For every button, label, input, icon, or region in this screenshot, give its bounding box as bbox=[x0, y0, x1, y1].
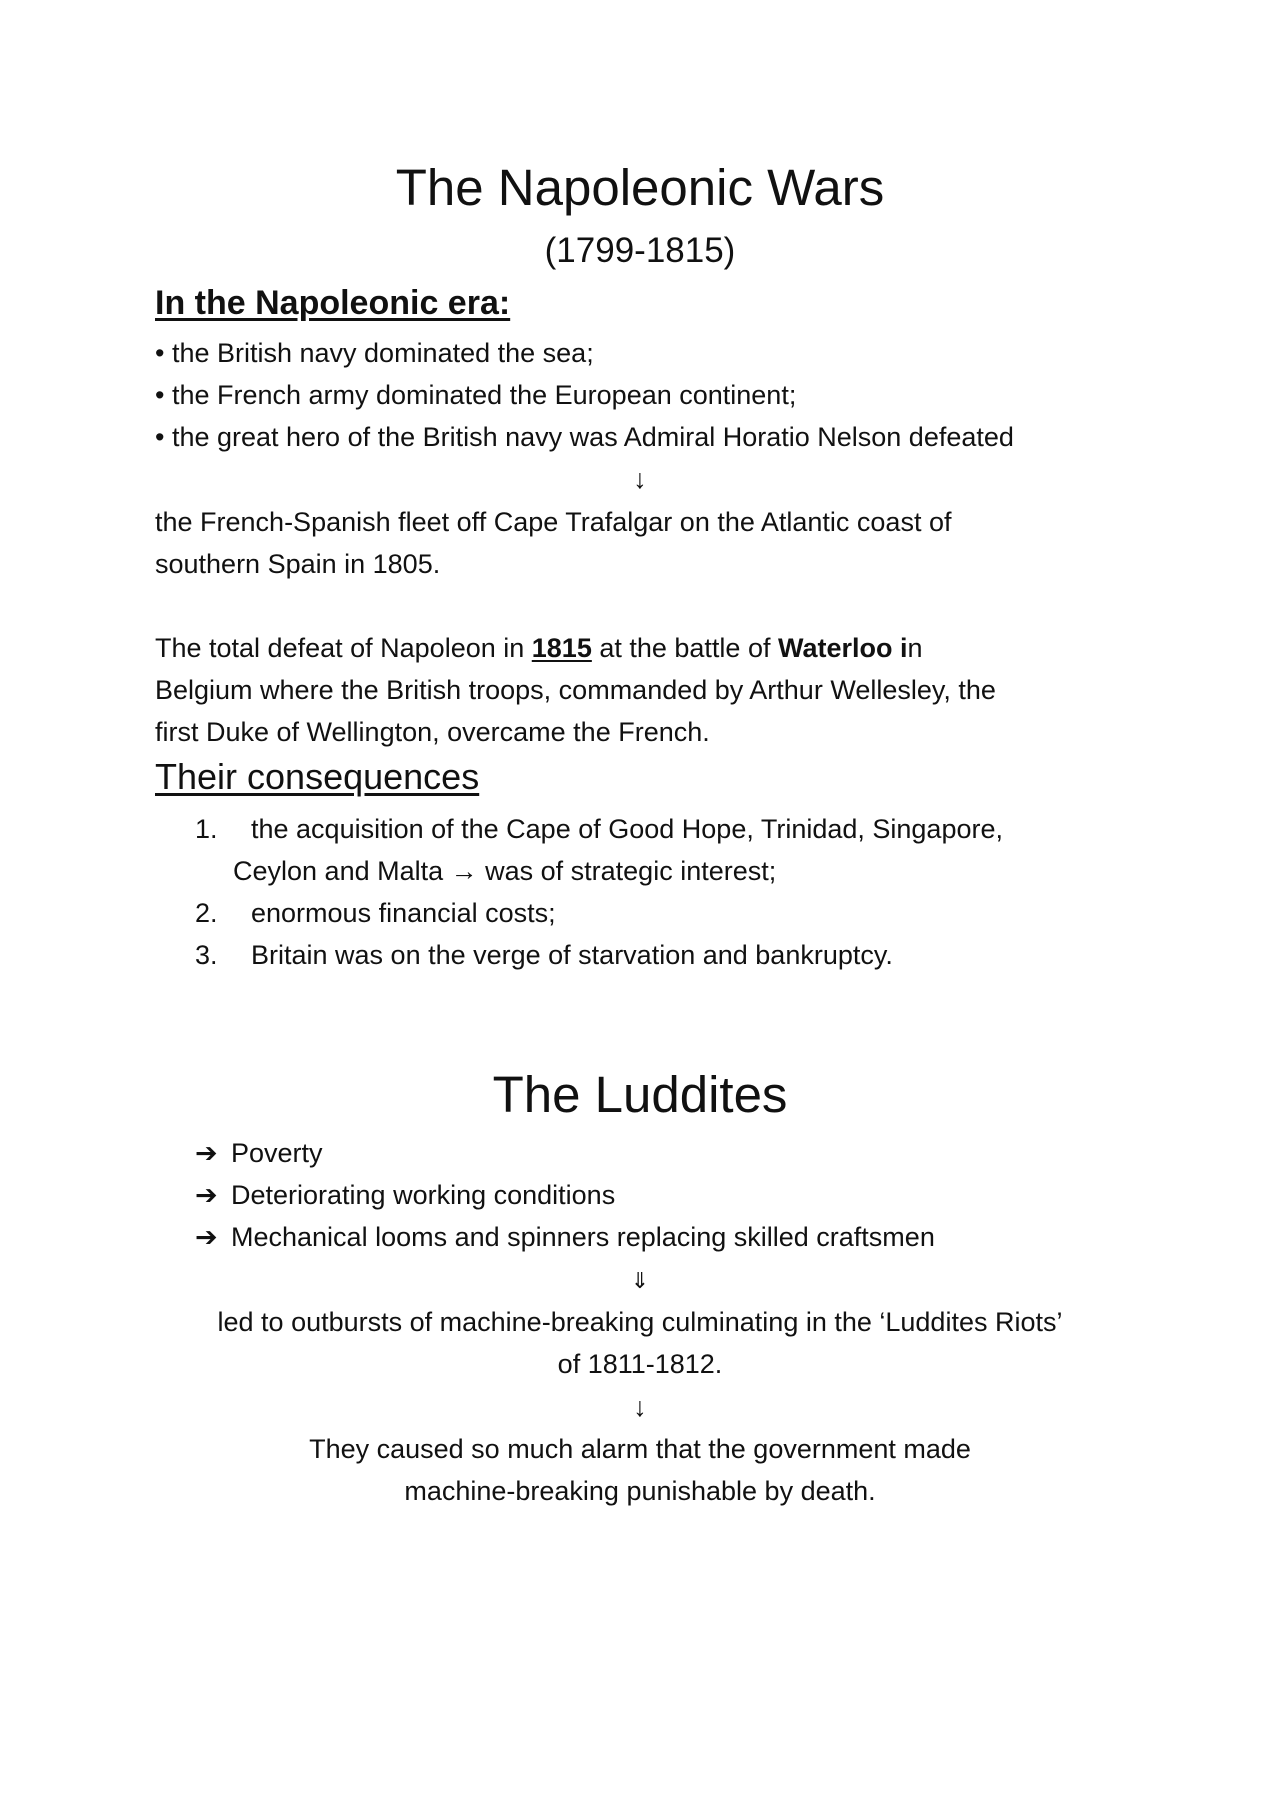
consequences-heading: Their consequences bbox=[155, 756, 480, 797]
list-text: Britain was on the verge of starvation and bankruptcy. bbox=[251, 940, 893, 970]
waterloo-paragraph bbox=[155, 627, 923, 669]
result-text: They caused so much alarm that the government made bbox=[309, 1434, 971, 1464]
list-text: the acquisition of the Cape of Good Hope, Trinidad, Singapore, bbox=[251, 814, 1003, 844]
waterloo-text: The total defeat of Napoleon in bbox=[155, 633, 532, 663]
consequence-item bbox=[195, 892, 556, 934]
era-heading: In the Napoleonic era: bbox=[155, 284, 511, 322]
consequence-item bbox=[195, 934, 893, 976]
list-number: 2. bbox=[195, 898, 218, 928]
cause-item bbox=[195, 1132, 323, 1174]
cause-item bbox=[195, 1174, 615, 1216]
section-title: The Luddites bbox=[492, 1066, 788, 1123]
page-title: The Napoleonic Wars bbox=[395, 159, 885, 216]
consequence-item bbox=[195, 808, 1003, 850]
waterloo-year: 1815 bbox=[531, 633, 592, 663]
waterloo-text: n bbox=[907, 633, 923, 663]
right-arrow-icon: ➔ bbox=[195, 1222, 218, 1252]
cause-item bbox=[195, 1216, 935, 1258]
list-number: 1. bbox=[195, 814, 218, 844]
era-bullet: • the French army dominated the European continent; bbox=[155, 380, 797, 410]
list-text: Ceylon and Malta → was of strategic interest; bbox=[233, 856, 777, 886]
trafalgar-text: the French-Spanish fleet off Cape Trafalgar on the Atlantic coast of bbox=[155, 507, 952, 537]
down-arrow: ↓ bbox=[633, 1392, 647, 1422]
waterloo-place: Waterloo i bbox=[777, 633, 908, 663]
waterloo-text: at the battle of bbox=[591, 633, 778, 663]
waterloo-text: Belgium where the British troops, commanded by Arthur Wellesley, the bbox=[155, 675, 996, 705]
list-number: 3. bbox=[195, 940, 218, 970]
right-arrow-icon: ➔ bbox=[195, 1138, 218, 1168]
cause-text: Poverty bbox=[231, 1138, 323, 1168]
riots-text: led to outbursts of machine-breaking culminating in the ‘Luddites Riots’ bbox=[217, 1307, 1063, 1337]
down-arrow: ↓ bbox=[633, 464, 647, 494]
double-down-arrow: ⇓ bbox=[630, 1268, 650, 1293]
era-bullet: • the great hero of the British navy was Admiral Horatio Nelson defeated bbox=[155, 422, 1014, 452]
cause-text: Deteriorating working conditions bbox=[231, 1180, 616, 1210]
waterloo-text: first Duke of Wellington, overcame the French. bbox=[155, 717, 710, 747]
list-text: enormous financial costs; bbox=[251, 898, 556, 928]
riots-text: of 1811-1812. bbox=[557, 1349, 723, 1379]
era-bullet: • the British navy dominated the sea; bbox=[155, 338, 594, 368]
date-range: (1799-1815) bbox=[544, 231, 736, 270]
right-arrow-icon: ➔ bbox=[195, 1180, 218, 1210]
result-text: machine-breaking punishable by death. bbox=[404, 1476, 876, 1506]
cause-text: Mechanical looms and spinners replacing skilled craftsmen bbox=[231, 1222, 935, 1252]
trafalgar-text: southern Spain in 1805. bbox=[155, 549, 441, 579]
